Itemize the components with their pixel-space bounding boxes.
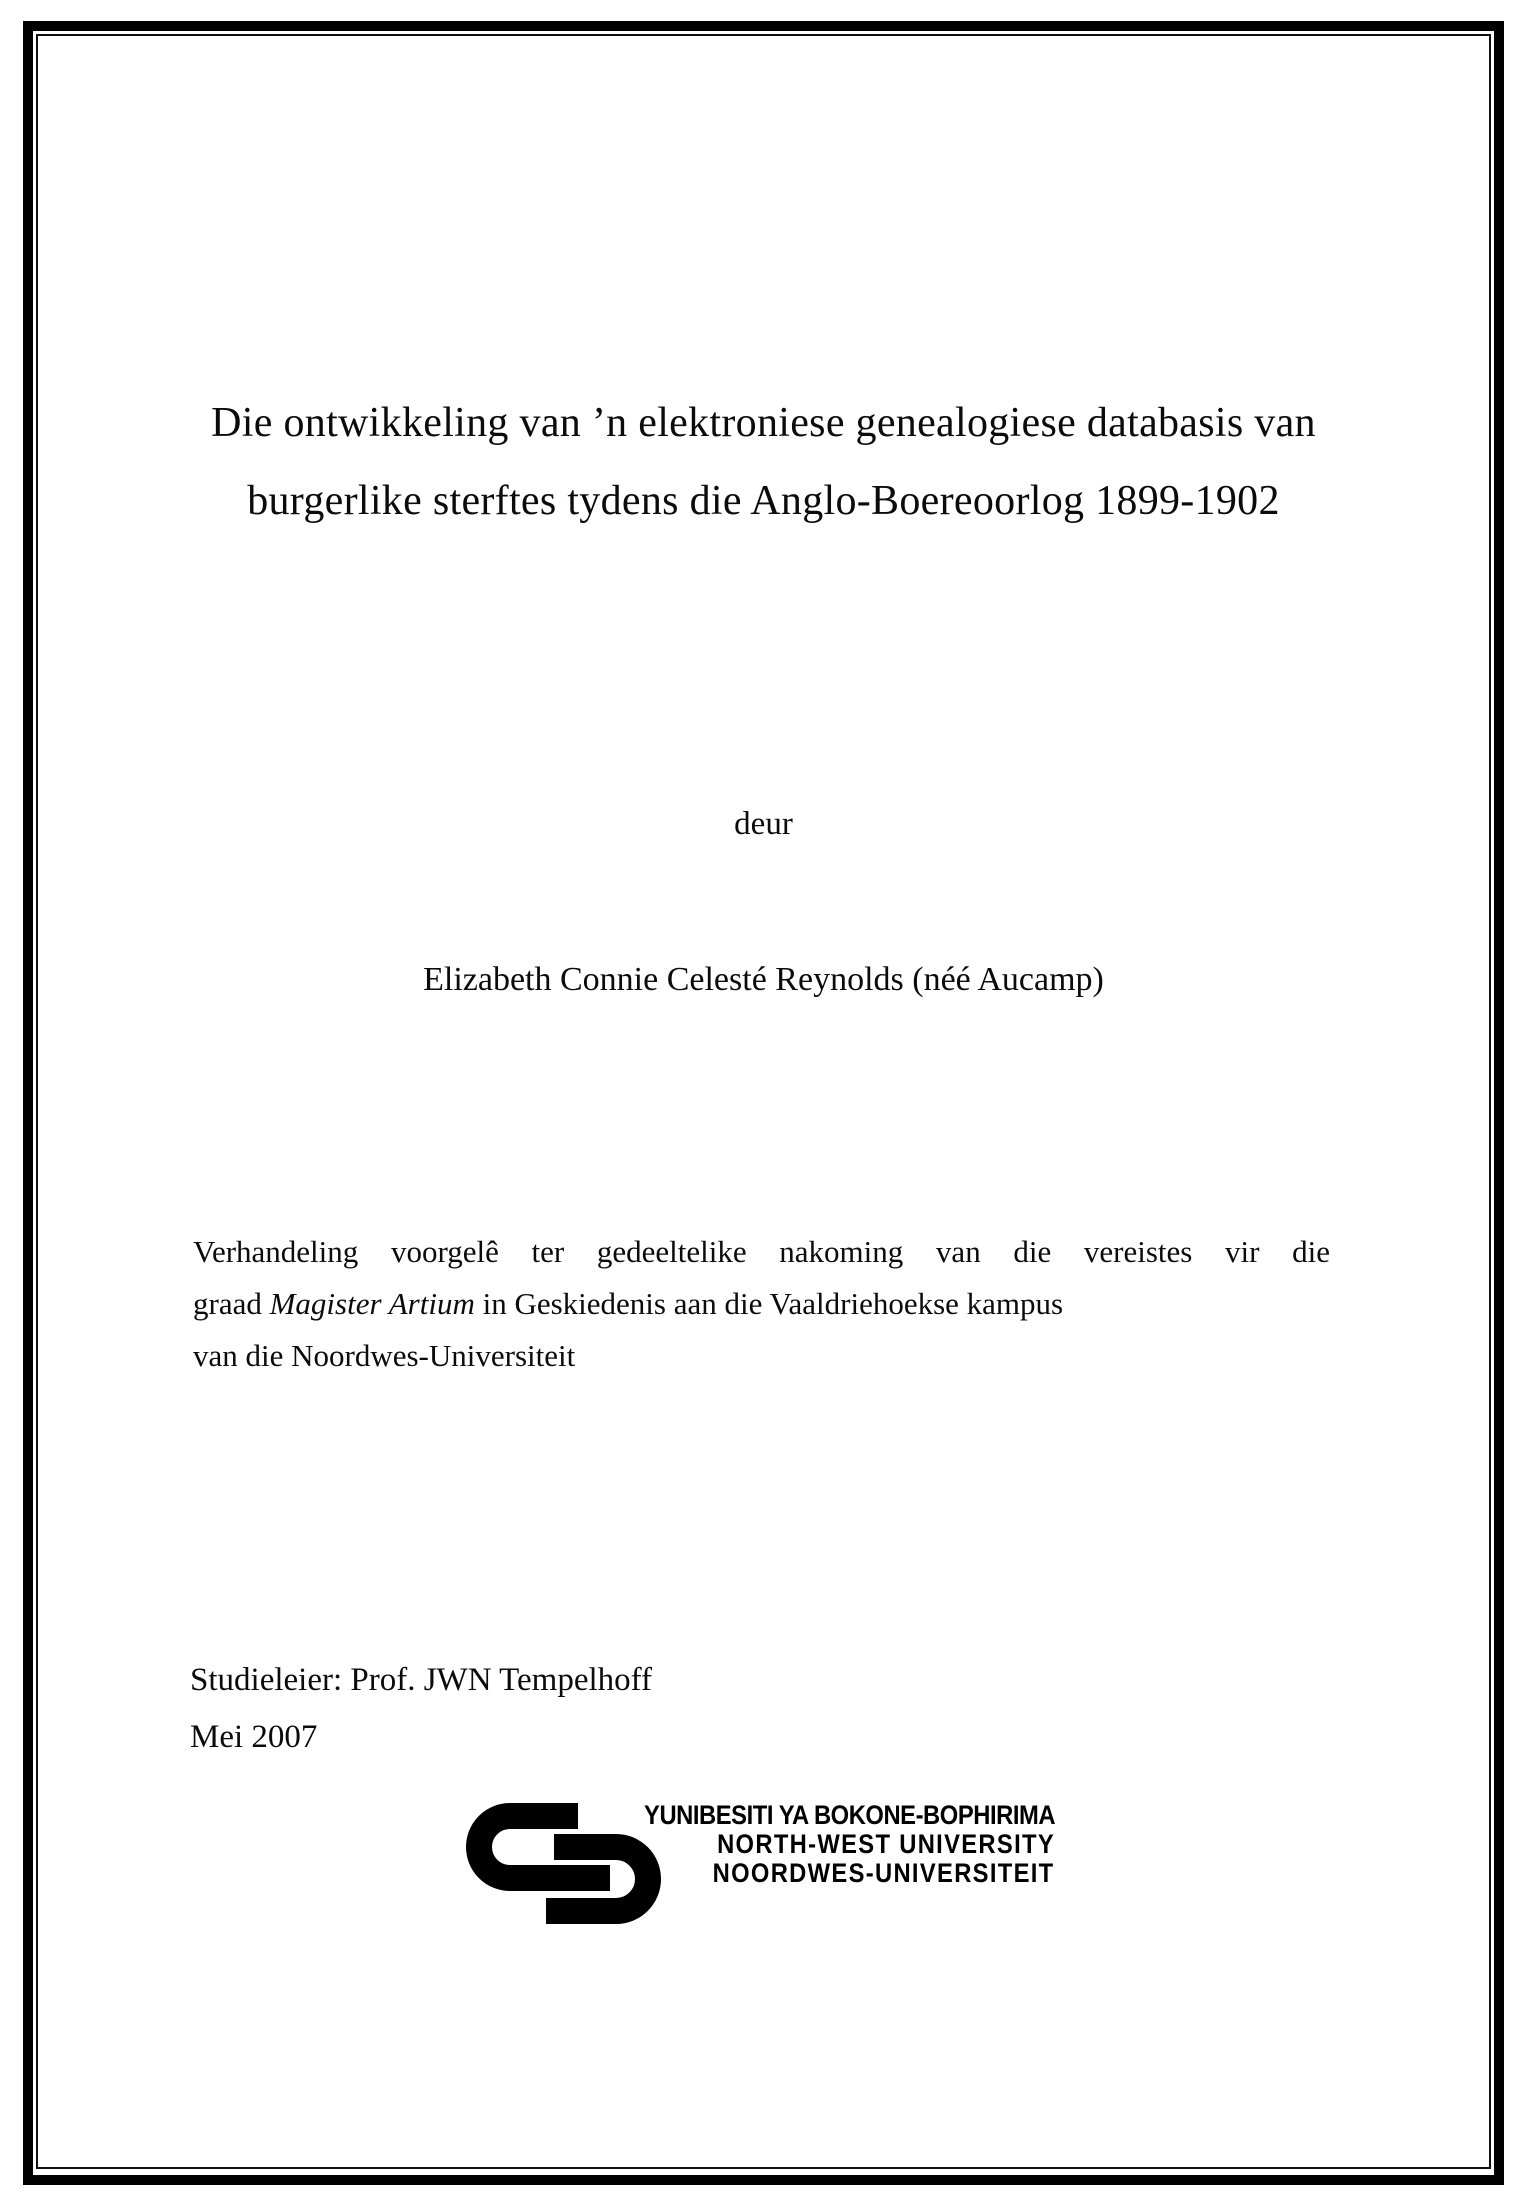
logo-text-line-1 [588, 1801, 1055, 1830]
byline-deur: deur [734, 806, 793, 842]
thesis-title-line-1: Die ontwikkeling van ’n elektroniese genealogiese databasis van [211, 400, 1316, 446]
logo-text-afrikaans: NOORDWES-UNIVERSITEIT [713, 1858, 1055, 1888]
degree-statement [193, 1226, 1330, 1382]
date-line: Mei 2007 [190, 1719, 318, 1755]
supervisor-date-block [190, 1652, 652, 1766]
logo-text-line-3 [588, 1859, 1055, 1888]
thesis-title-line-2: burgerlike sterftes tydens die Anglo-Boereoorlog 1899-1902 [247, 478, 1280, 524]
degree-statement-line-2-prefix: graad [193, 1286, 270, 1321]
logo-text-setswana: YUNIBESITI YA BOKONE-BOPHIRIMA [643, 1800, 1055, 1830]
logo-text-line-2 [588, 1830, 1055, 1859]
degree-statement-line-2-suffix: in Geskiedenis aan die Vaaldriehoekse kampus [474, 1286, 1064, 1321]
degree-statement-line-1: Verhandeling voorgelê ter gedeeltelike nakoming van die vereistes vir die [193, 1234, 1330, 1269]
author-name: Elizabeth Connie Celesté Reynolds (néé Aucamp) [423, 961, 1104, 998]
degree-name-italic: Magister Artium [269, 1286, 475, 1321]
degree-statement-line-3: van die Noordwes-Universiteit [193, 1338, 576, 1373]
degree-statement-line-2 [193, 1278, 1330, 1330]
logo-text-english: NORTH-WEST UNIVERSITY [717, 1829, 1055, 1859]
supervisor-line: Studieleier: Prof. JWN Tempelhoff [190, 1662, 653, 1698]
university-logo-text [588, 1801, 1055, 1888]
